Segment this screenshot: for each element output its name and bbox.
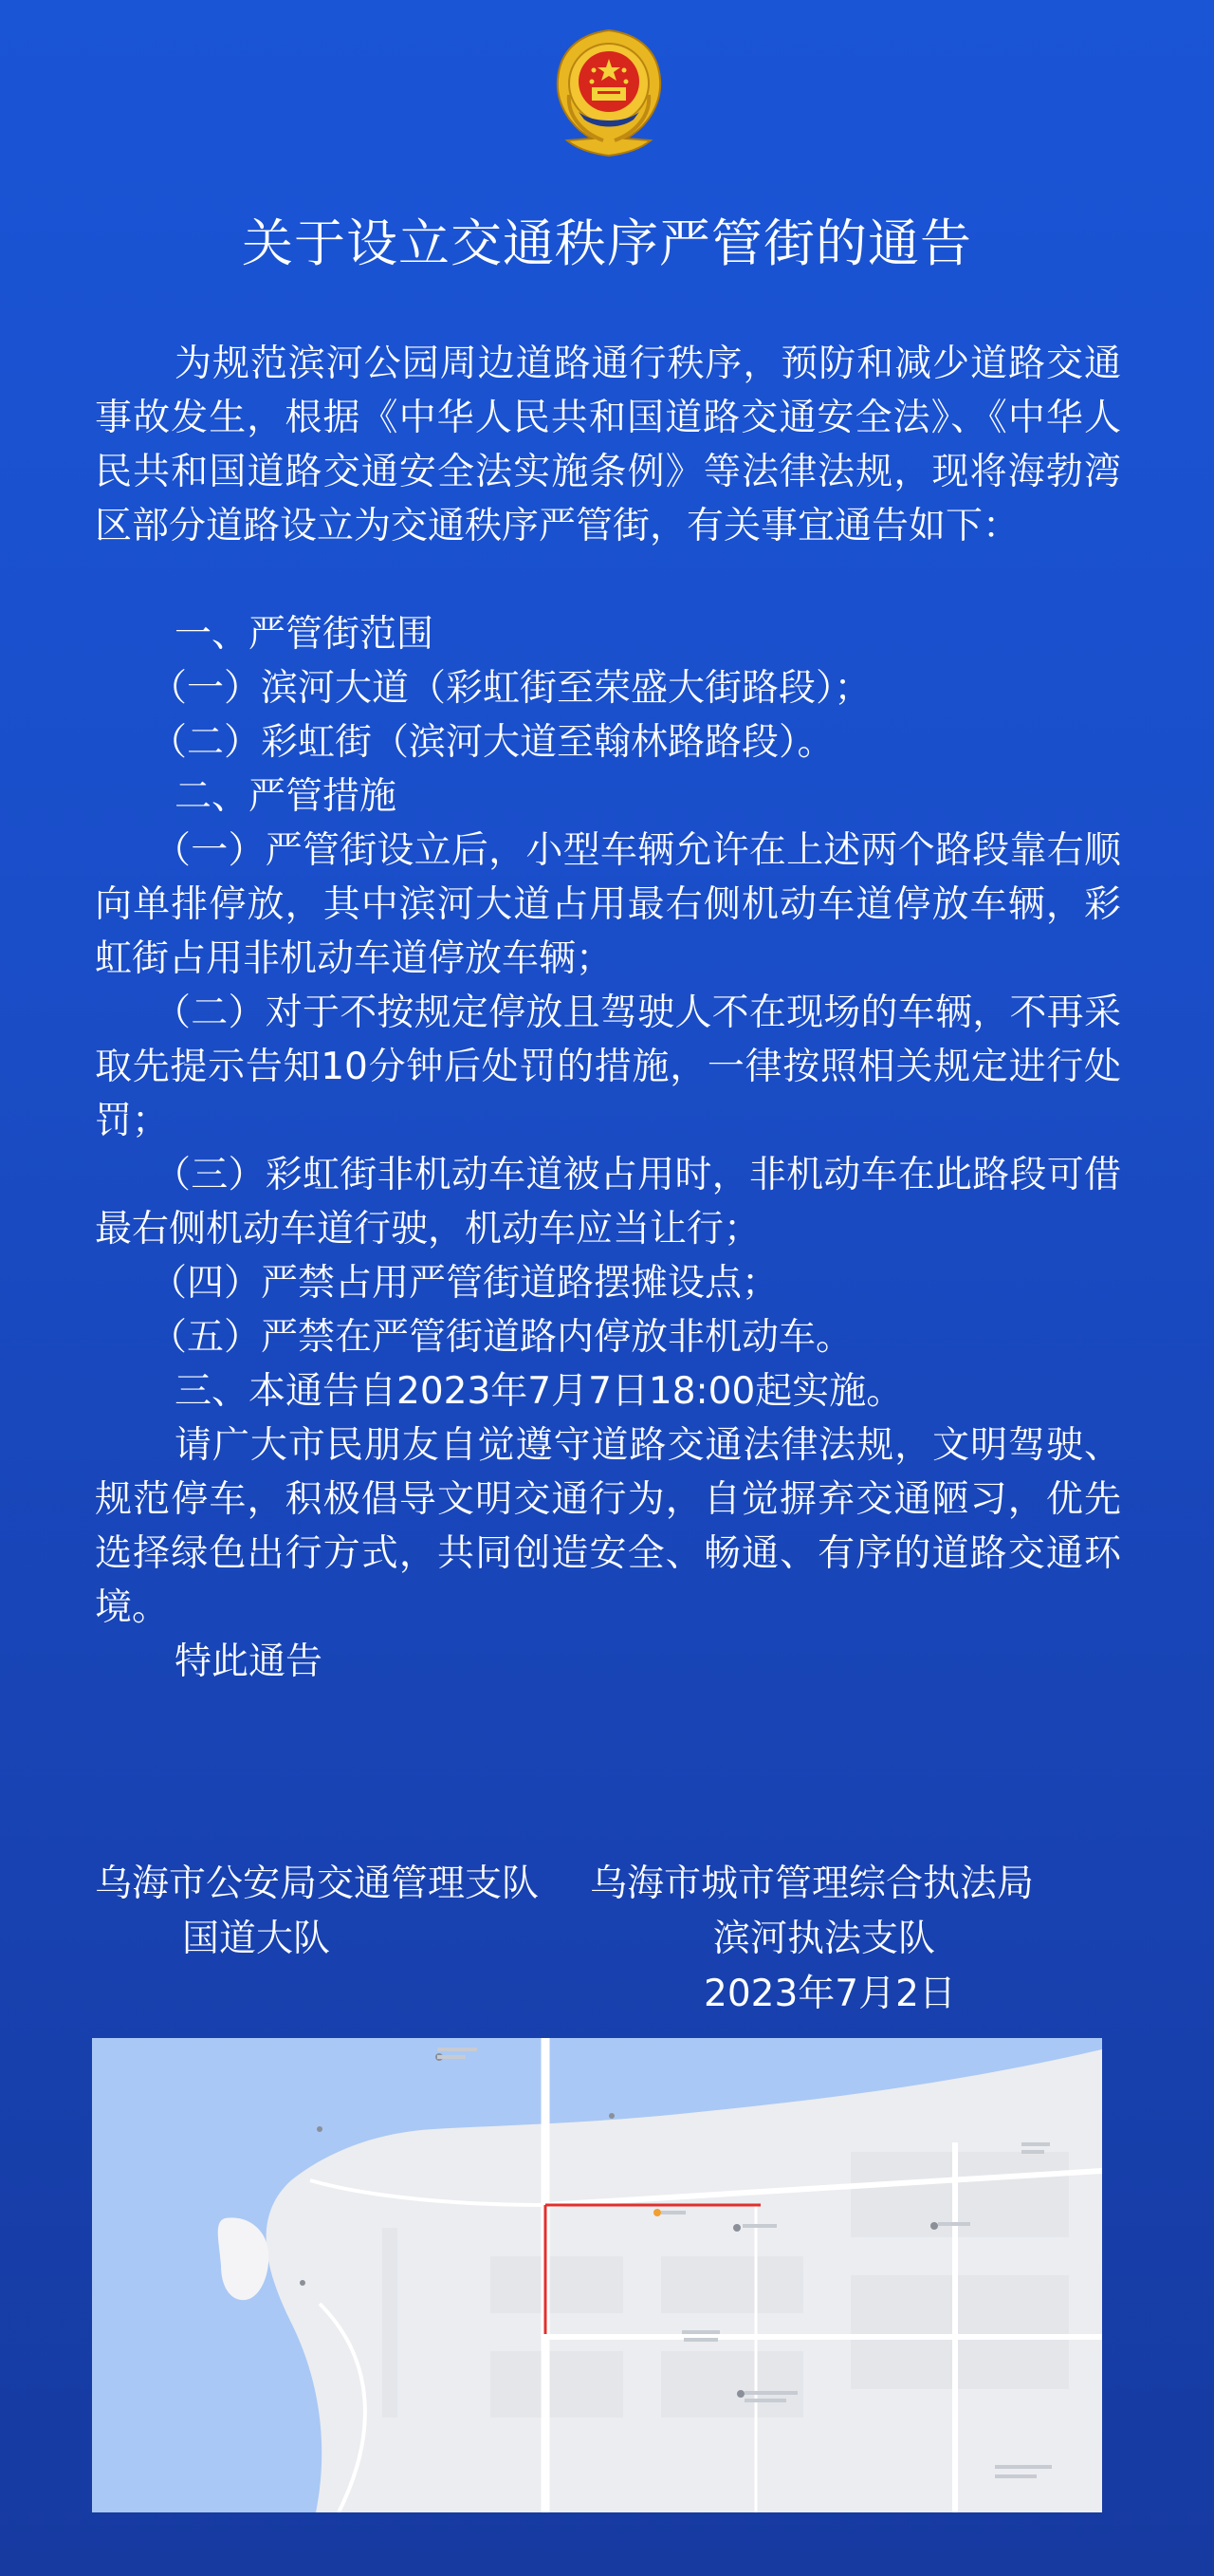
- issuer-left-line2: 国道大队: [182, 1918, 331, 1960]
- location-map: [92, 2038, 1102, 2512]
- scope-item-1: （一）滨河大道（彩虹街至荣盛大街路段）；: [150, 667, 872, 710]
- measure-item-5: （五）严禁在严管街道路内停放非机动车。: [150, 1316, 854, 1359]
- measure-item-1: （一）严管街设立后，小型车辆允许在上述两个路段靠右顺向单排停放，其中滨河大道占用最右侧机动车道停放车辆，彩虹街占用非机动车道停放车辆；: [95, 829, 1121, 980]
- issuer-right-line1: 乌海市城市管理综合执法局: [590, 1863, 1035, 1905]
- measure-item-4: （四）严禁占用严管街道路摆摊设点；: [150, 1262, 780, 1305]
- issuer-right-line2: 滨河执法支队: [713, 1918, 936, 1960]
- closing-text: 特此通告: [175, 1640, 323, 1683]
- scope-item-2: （二）彩虹街（滨河大道至翰林路路段）。: [150, 721, 835, 764]
- appeal-paragraph: 请广大市民朋友自觉遵守道路交通法律法规，文明驾驶、规范停车，积极倡导文明交通行为，自觉摒弃交通陋习，优先选择绿色出行方式，共同创造安全、畅通、有序的道路交通环境。: [95, 1424, 1121, 1629]
- measure-item-2: （二）对于不按规定停放且驾驶人不在现场的车辆，不再采取先提示告知10分钟后处罚的措施，一律按照相关规定进行处罚；: [95, 991, 1121, 1142]
- section-heading-measures: 二、严管措施: [175, 775, 397, 818]
- section-heading-scope: 一、严管街范围: [175, 613, 434, 656]
- effective-date-paragraph: 三、本通告自2023年7月7日18:00起实施。: [175, 1370, 904, 1413]
- intro-paragraph: 为规范滨河公园周边道路通行秩序，预防和减少道路交通事故发生，根据《中华人民共和国道路交通安全法》、《中华人民共和国道路交通安全法实施条例》等法律法规，现将海勃湾区部分道路设立为交通秩序严管街，有关事宜通告如下：: [95, 343, 1121, 547]
- measure-item-3: （三）彩虹街非机动车道被占用时，非机动车在此路段可借最右侧机动车道行驶，机动车应当让行；: [95, 1154, 1121, 1251]
- notice-title: 关于设立交通秩序严管街的通告: [242, 213, 972, 273]
- police-emblem-icon: [550, 28, 668, 158]
- issuer-left-line1: 乌海市公安局交通管理支队: [95, 1863, 540, 1905]
- issue-date: 2023年7月2日: [704, 1973, 956, 2015]
